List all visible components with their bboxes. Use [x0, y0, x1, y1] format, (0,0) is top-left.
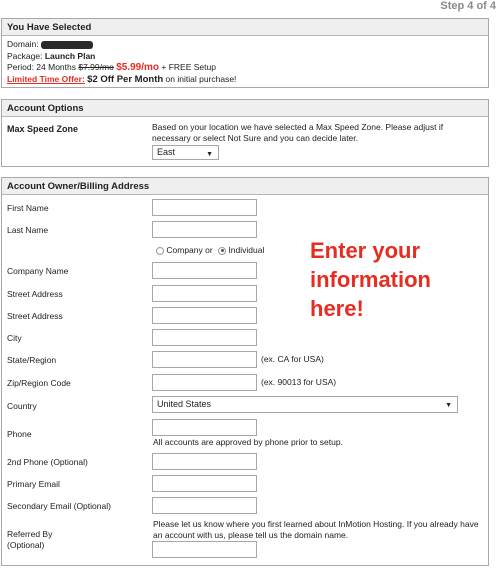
first-name-input[interactable] [152, 199, 257, 216]
primary-email-label: Primary Email [7, 479, 60, 489]
selection-summary-panel [1, 18, 489, 88]
domain-line [7, 39, 483, 51]
referred-by-input[interactable] [152, 541, 257, 558]
state-hint: (ex. CA for USA) [261, 354, 324, 364]
company-option-label: Company or [166, 245, 213, 255]
country-select[interactable] [152, 396, 458, 413]
offer-value: $2 Off Per Month [87, 73, 164, 85]
secondary-email-label: Secondary Email (Optional) [7, 501, 111, 511]
referred-by-hint: Please let us know where you first learned about InMotion Hosting. If you already have an account with us, please tell us the domain name. [153, 519, 479, 540]
max-speed-label: Max Speed Zone [7, 124, 79, 134]
individual-option-label: Individual [228, 245, 265, 255]
old-price: $7.99/mo [78, 62, 114, 72]
street-address-label: Street Address [7, 289, 63, 299]
new-price: $5.99/mo [116, 62, 159, 73]
zip-hint: (ex. 90013 for USA) [261, 377, 337, 387]
domain-label: Domain: [7, 39, 39, 49]
callout-line-2: information [310, 267, 431, 292]
period-suffix: + FREE Setup [161, 62, 216, 72]
domain-redacted [41, 41, 93, 49]
package-line [7, 51, 483, 63]
second-phone-label: 2nd Phone (Optional) [7, 457, 88, 467]
offer-label: Limited Time Offer: [7, 73, 85, 84]
individual-radio[interactable] [218, 247, 226, 255]
chevron-down-icon: ▼ [445, 402, 452, 409]
company-name-input[interactable] [152, 262, 257, 279]
last-name-input[interactable] [152, 221, 257, 238]
billing-title: Account Owner/Billing Address [2, 178, 488, 195]
selection-summary-title: You Have Selected [2, 19, 488, 36]
offer-suffix: on initial purchase! [165, 73, 237, 84]
account-options-panel [1, 99, 489, 167]
callout-line-3: here! [310, 296, 364, 321]
account-type-radios [156, 245, 264, 255]
step-indicator: Step 4 of 4 [440, 0, 496, 12]
chevron-down-icon: ▼ [206, 151, 213, 158]
street-address-2-label: Street Address [7, 311, 63, 321]
period-label: Period: 24 Months [7, 62, 76, 72]
country-value: United States [157, 399, 212, 409]
first-name-label: First Name [7, 203, 49, 213]
enter-info-callout [310, 236, 431, 323]
phone-input[interactable] [152, 419, 257, 436]
last-name-label: Last Name [7, 225, 49, 235]
primary-email-input[interactable] [152, 475, 257, 492]
city-label: City [7, 333, 22, 343]
offer-line [7, 74, 483, 86]
second-phone-input[interactable] [152, 453, 257, 470]
referred-by-label: Referred By (Optional) [7, 529, 53, 550]
speed-zone-value: East [157, 147, 176, 157]
package-value: Launch Plan [44, 50, 96, 61]
zip-label: Zip/Region Code [7, 378, 71, 388]
speed-zone-select[interactable] [152, 145, 219, 160]
package-label: Package: [7, 50, 43, 61]
country-label: Country [7, 401, 37, 411]
account-options-title: Account Options [2, 100, 488, 117]
state-label: State/Region [7, 355, 57, 365]
period-line [7, 62, 483, 74]
street-address-2-input[interactable] [152, 307, 257, 324]
phone-hint: All accounts are approved by phone prior to setup. [153, 437, 343, 447]
state-input[interactable] [152, 351, 257, 368]
secondary-email-input[interactable] [152, 497, 257, 514]
callout-line-1: Enter your [310, 238, 421, 263]
max-speed-description: Based on your location we have selected a Max Speed Zone. Please adjust if necessary or select Not Sure and you can decide later. [152, 122, 444, 143]
company-radio[interactable] [156, 247, 164, 255]
zip-input[interactable] [152, 374, 257, 391]
city-input[interactable] [152, 329, 257, 346]
company-name-label: Company Name [7, 266, 69, 276]
street-address-input[interactable] [152, 285, 257, 302]
phone-label: Phone [7, 429, 32, 439]
